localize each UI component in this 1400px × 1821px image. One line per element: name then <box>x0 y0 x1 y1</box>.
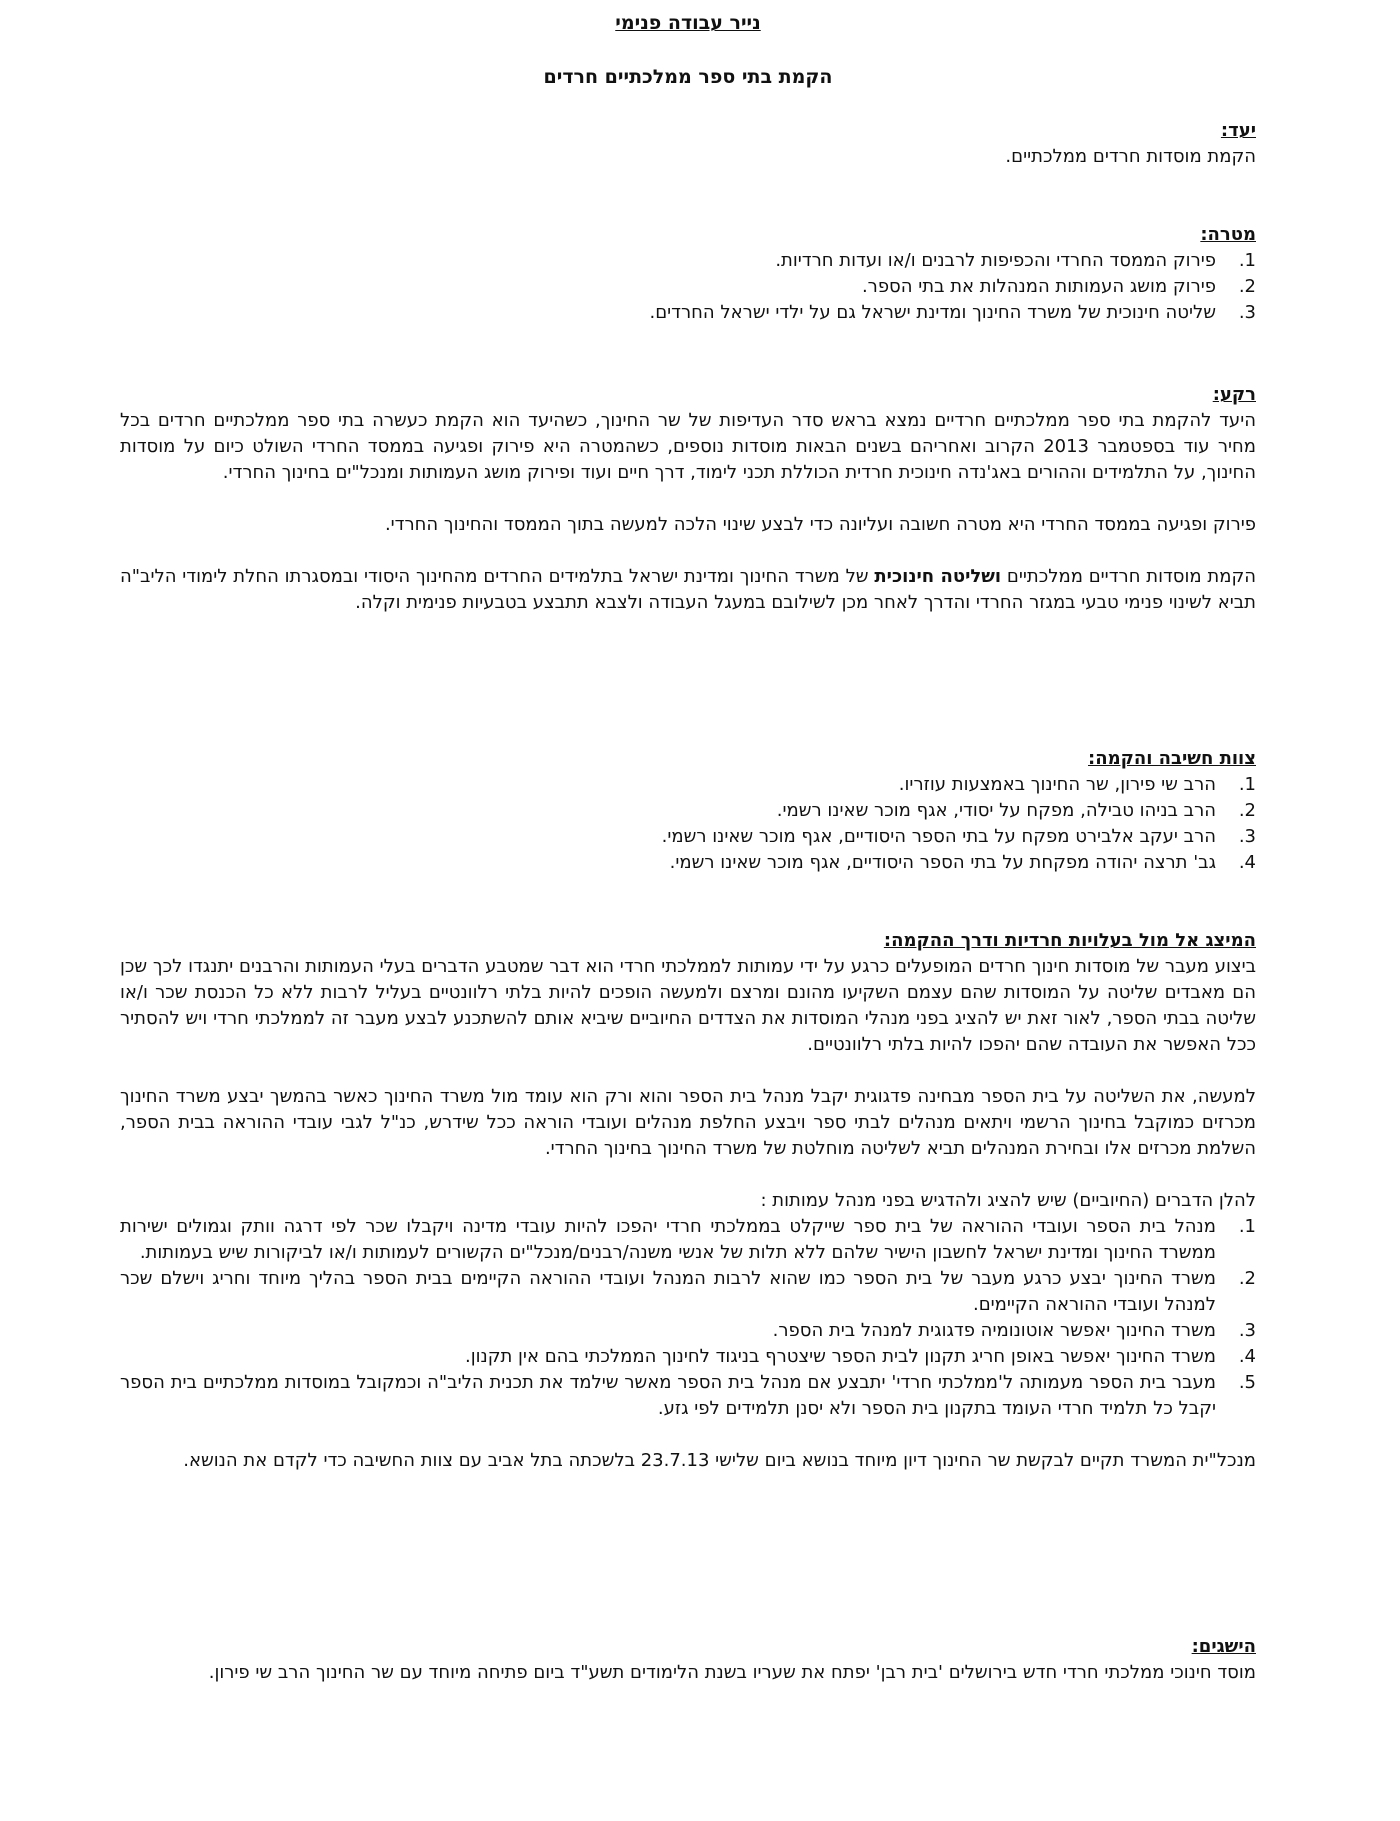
list-item-text: הרב שי פירון, שר החינוך באמצעות עוזריו. <box>898 774 1216 795</box>
list-item <box>120 1214 1256 1266</box>
list-number: 2. <box>1238 1268 1256 1289</box>
achievements-section <box>120 1634 1256 1686</box>
list-item <box>120 850 1256 876</box>
pitch-list <box>120 1214 1256 1422</box>
list-item <box>120 798 1256 824</box>
list-item <box>120 1266 1256 1318</box>
team-section <box>120 746 1256 876</box>
list-number: 4. <box>1238 1346 1256 1367</box>
list-item <box>120 1370 1256 1422</box>
list-item-text: משרד החינוך יבצע כרגע מעבר של בית הספר כמו שהוא לרבות המנהל ועובדי ההוראה הקיימים בבית הספר בהליך מיוחד וחריג וישלם שכר למנהל ועובדי ההוראה הקיימים. <box>120 1268 1216 1315</box>
list-item-text: מנהל בית הספר ועובדי ההוראה של בית ספר שייקלט בממלכתי חרדי יהפכו להיות עובדי מדינה ויקבלו שכר לפי דרגה וותק וגמולים ישירות ממשרד החינוך ומדינת ישראל לחשבון הישיר שלהם ללא תלות של אנשי משנה/רבנים/מנכל"ים הקשורים לעמותות ו/או לביקורות שיש בעמותות. <box>120 1216 1216 1263</box>
list-item-text: מעבר בית הספר מעמותה ל'ממלכתי חרדי' יתבצע אם מנהל בית הספר מאשר שילמד את תכנית הליב"ה וכמקובל במוסדות ממלכתיים בית הספר יקבל כל תלמיד חרדי העומד בתקנון בית הספר ולא יסנן תלמידים לפי גזע. <box>120 1372 1216 1419</box>
list-item-text: משרד החינוך יאפשר אוטונומיה פדגוגית למנהל בית הספר. <box>772 1320 1216 1341</box>
pitch-paragraph-3: להלן הדברים (החיוביים) שיש להציג ולהדגיש בפני מנהל עמותות : <box>760 1190 1256 1211</box>
objective-list <box>120 248 1256 326</box>
pitch-paragraph-4: מנכל"ית המשרד תקיים לבקשת שר החינוך דיון מיוחד בנושא ביום שלישי 23.7.13 בלשכתה בתל אביב עם צוות החשיבה כדי לקדם את הנושא. <box>183 1450 1256 1471</box>
pitch-paragraph-1: ביצוע מעבר של מוסדות חינוך חרדים המופעלים כרגע על ידי עמותות לממלכתי חרדי הוא דבר שמטבע הדברים בעלי העמותות והרבנים יתנגדו לכך שכן הם מאבדים שליטה על המוסדות שהם עצמם השקיעו מהונם ומרצם ולמעשה הופכים להיות בלתי רלוונטיים בעליל לרבות ללא כל הכנסת שכר ו/או שליטה בבתי הספר, לאור זאת יש להציג בפני מנהלי המוסדות את הצדדים החיוביים שיביא אותם להשתכנע לבצע מעבר זה לממלכתי חרדי ויש להסתיר ככל האפשר את העובדה שהם יהפכו להיות בלתי רלוונטיים. <box>120 956 1256 1055</box>
achievements-text: מוסד חינוכי ממלכתי חרדי חדש בירושלים 'בית רבן' יפתח את שעריו בשנת הלימודים תשע"ד ביום פתיחה מיוחד עם שר החינוך הרב שי פירון. <box>208 1662 1256 1683</box>
list-item <box>120 1318 1256 1344</box>
list-item <box>120 824 1256 850</box>
background-p3-start: הקמת מוסדות חרדיים ממלכתיים <box>1001 566 1256 587</box>
background-heading: רקע: <box>1212 384 1256 405</box>
background-p3-end: של משרד החינוך ומדינת ישראל בתלמידים החרדים מהחינוך היסודי ובמסגרתו החלת לימודי הליב"ה תביא לשינוי פנימי טבעי במגזר החרדי והדרך לאחר מכן לשילובם במעגל העבודה ולצבא תתבצע בטבעיות פנימית וקלה. <box>120 566 1256 613</box>
objective-section <box>120 222 1256 326</box>
list-item <box>120 772 1256 798</box>
achievements-heading: הישגים: <box>1191 1636 1256 1657</box>
list-number: 5. <box>1238 1372 1256 1393</box>
list-item-text: הרב יעקב אלבירט מפקח על בתי הספר היסודיים, אגף מוכר שאינו רשמי. <box>661 826 1216 847</box>
document-subtitle: הקמת בתי ספר ממלכתיים חרדים <box>543 66 833 88</box>
list-number: 3. <box>1238 1320 1256 1341</box>
pitch-paragraph-2: למעשה, את השליטה על בית הספר מבחינה פדגוגית יקבל מנהל בית הספר והוא ורק הוא עומד מול משרד החינוך כאשר בהמשך יבצע משרד החינוך מכרזים כמוקבל בחינוך הרשמי ויתאים מנהלים לבתי ספר ויבצע החלפת מנהלים ועובדי הוראה ככל שידרש, כנ"ל לגבי עובדי ההוראה בבית הספר, השלמת מכרזים אלו ובחירת המנהלים תביא לשליטה מוחלטת של משרד החינוך בחינוך החרדי. <box>120 1086 1256 1159</box>
list-item-text: הרב בניהו טבילה, מפקח על יסודי, אגף מוכר שאינו רשמי. <box>776 800 1216 821</box>
background-section <box>120 382 1256 616</box>
background-paragraph-1: היעד להקמת בתי ספר ממלכתיים חרדיים נמצא בראש סדר העדיפות של שר החינוך, כשהיעד הוא הקמת כעשרה בתי ספר ממלכתיים חרדים בכל מחיר עוד בספטמבר 2013 הקרוב ואחריהם בשנים הבאות מוסדות נוספים, כשהמטרה היא פירוק ופגיעה בממסד החרדי השולט כיום על מוסדות החינוך, על התלמידים וההורים באג'נדה חינוכית חרדית הכוללת תכני לימוד, דרך חיים ועוד ופירוק מושג העמותות ומנכל"ים בחינוך החרדי. <box>120 410 1256 483</box>
background-paragraph-2: פירוק ופגיעה בממסד החרדי היא מטרה חשובה ועליונה כדי לבצע שינוי הלכה למעשה בתוך הממסד והחינוך החרדי. <box>384 514 1256 535</box>
list-number: 2. <box>1238 276 1256 297</box>
goal-heading: יעד: <box>1220 120 1256 141</box>
document-page <box>120 0 1256 1821</box>
list-item <box>120 1344 1256 1370</box>
list-number: 3. <box>1238 826 1256 847</box>
team-heading: צוות חשיבה והקמה: <box>1088 748 1256 769</box>
list-number: 3. <box>1238 302 1256 323</box>
list-item <box>120 248 1256 274</box>
list-item-text: פירוק מושג העמותות המנהלות את בתי הספר. <box>861 276 1216 297</box>
goal-section <box>120 118 1256 170</box>
list-number: 1. <box>1238 250 1256 271</box>
pitch-heading: המיצג אל מול בעלויות חרדיות ודרך ההקמה: <box>883 930 1256 951</box>
list-number: 2. <box>1238 800 1256 821</box>
list-number: 1. <box>1238 1216 1256 1237</box>
team-list <box>120 772 1256 876</box>
educational-control-emphasis: ושליטה חינוכית <box>874 566 1002 587</box>
pitch-section <box>120 928 1256 1474</box>
list-item-text: גב' תרצה יהודה מפקחת על בתי הספר היסודיים, אגף מוכר שאינו רשמי. <box>669 852 1216 873</box>
goal-text: הקמת מוסדות חרדים ממלכתיים. <box>1005 146 1256 167</box>
list-item-text: פירוק הממסד החרדי והכפיפות לרבנים ו/או ועדות חרדיות. <box>775 250 1216 271</box>
background-paragraph-3 <box>120 564 1256 616</box>
list-item <box>120 274 1256 300</box>
list-item <box>120 300 1256 326</box>
list-item-text: שליטה חינוכית של משרד החינוך ומדינת ישראל גם על ילדי ישראל החרדים. <box>649 302 1216 323</box>
list-number: 4. <box>1238 852 1256 873</box>
objective-heading: מטרה: <box>1200 224 1256 245</box>
list-number: 1. <box>1238 774 1256 795</box>
list-item-text: משרד החינוך יאפשר באופן חריג תקנון לבית הספר שיצטרף בניגוד לחינוך הממלכתי בהם אין תקנון. <box>464 1346 1216 1367</box>
document-title: נייר עבודה פנימי <box>615 12 761 34</box>
